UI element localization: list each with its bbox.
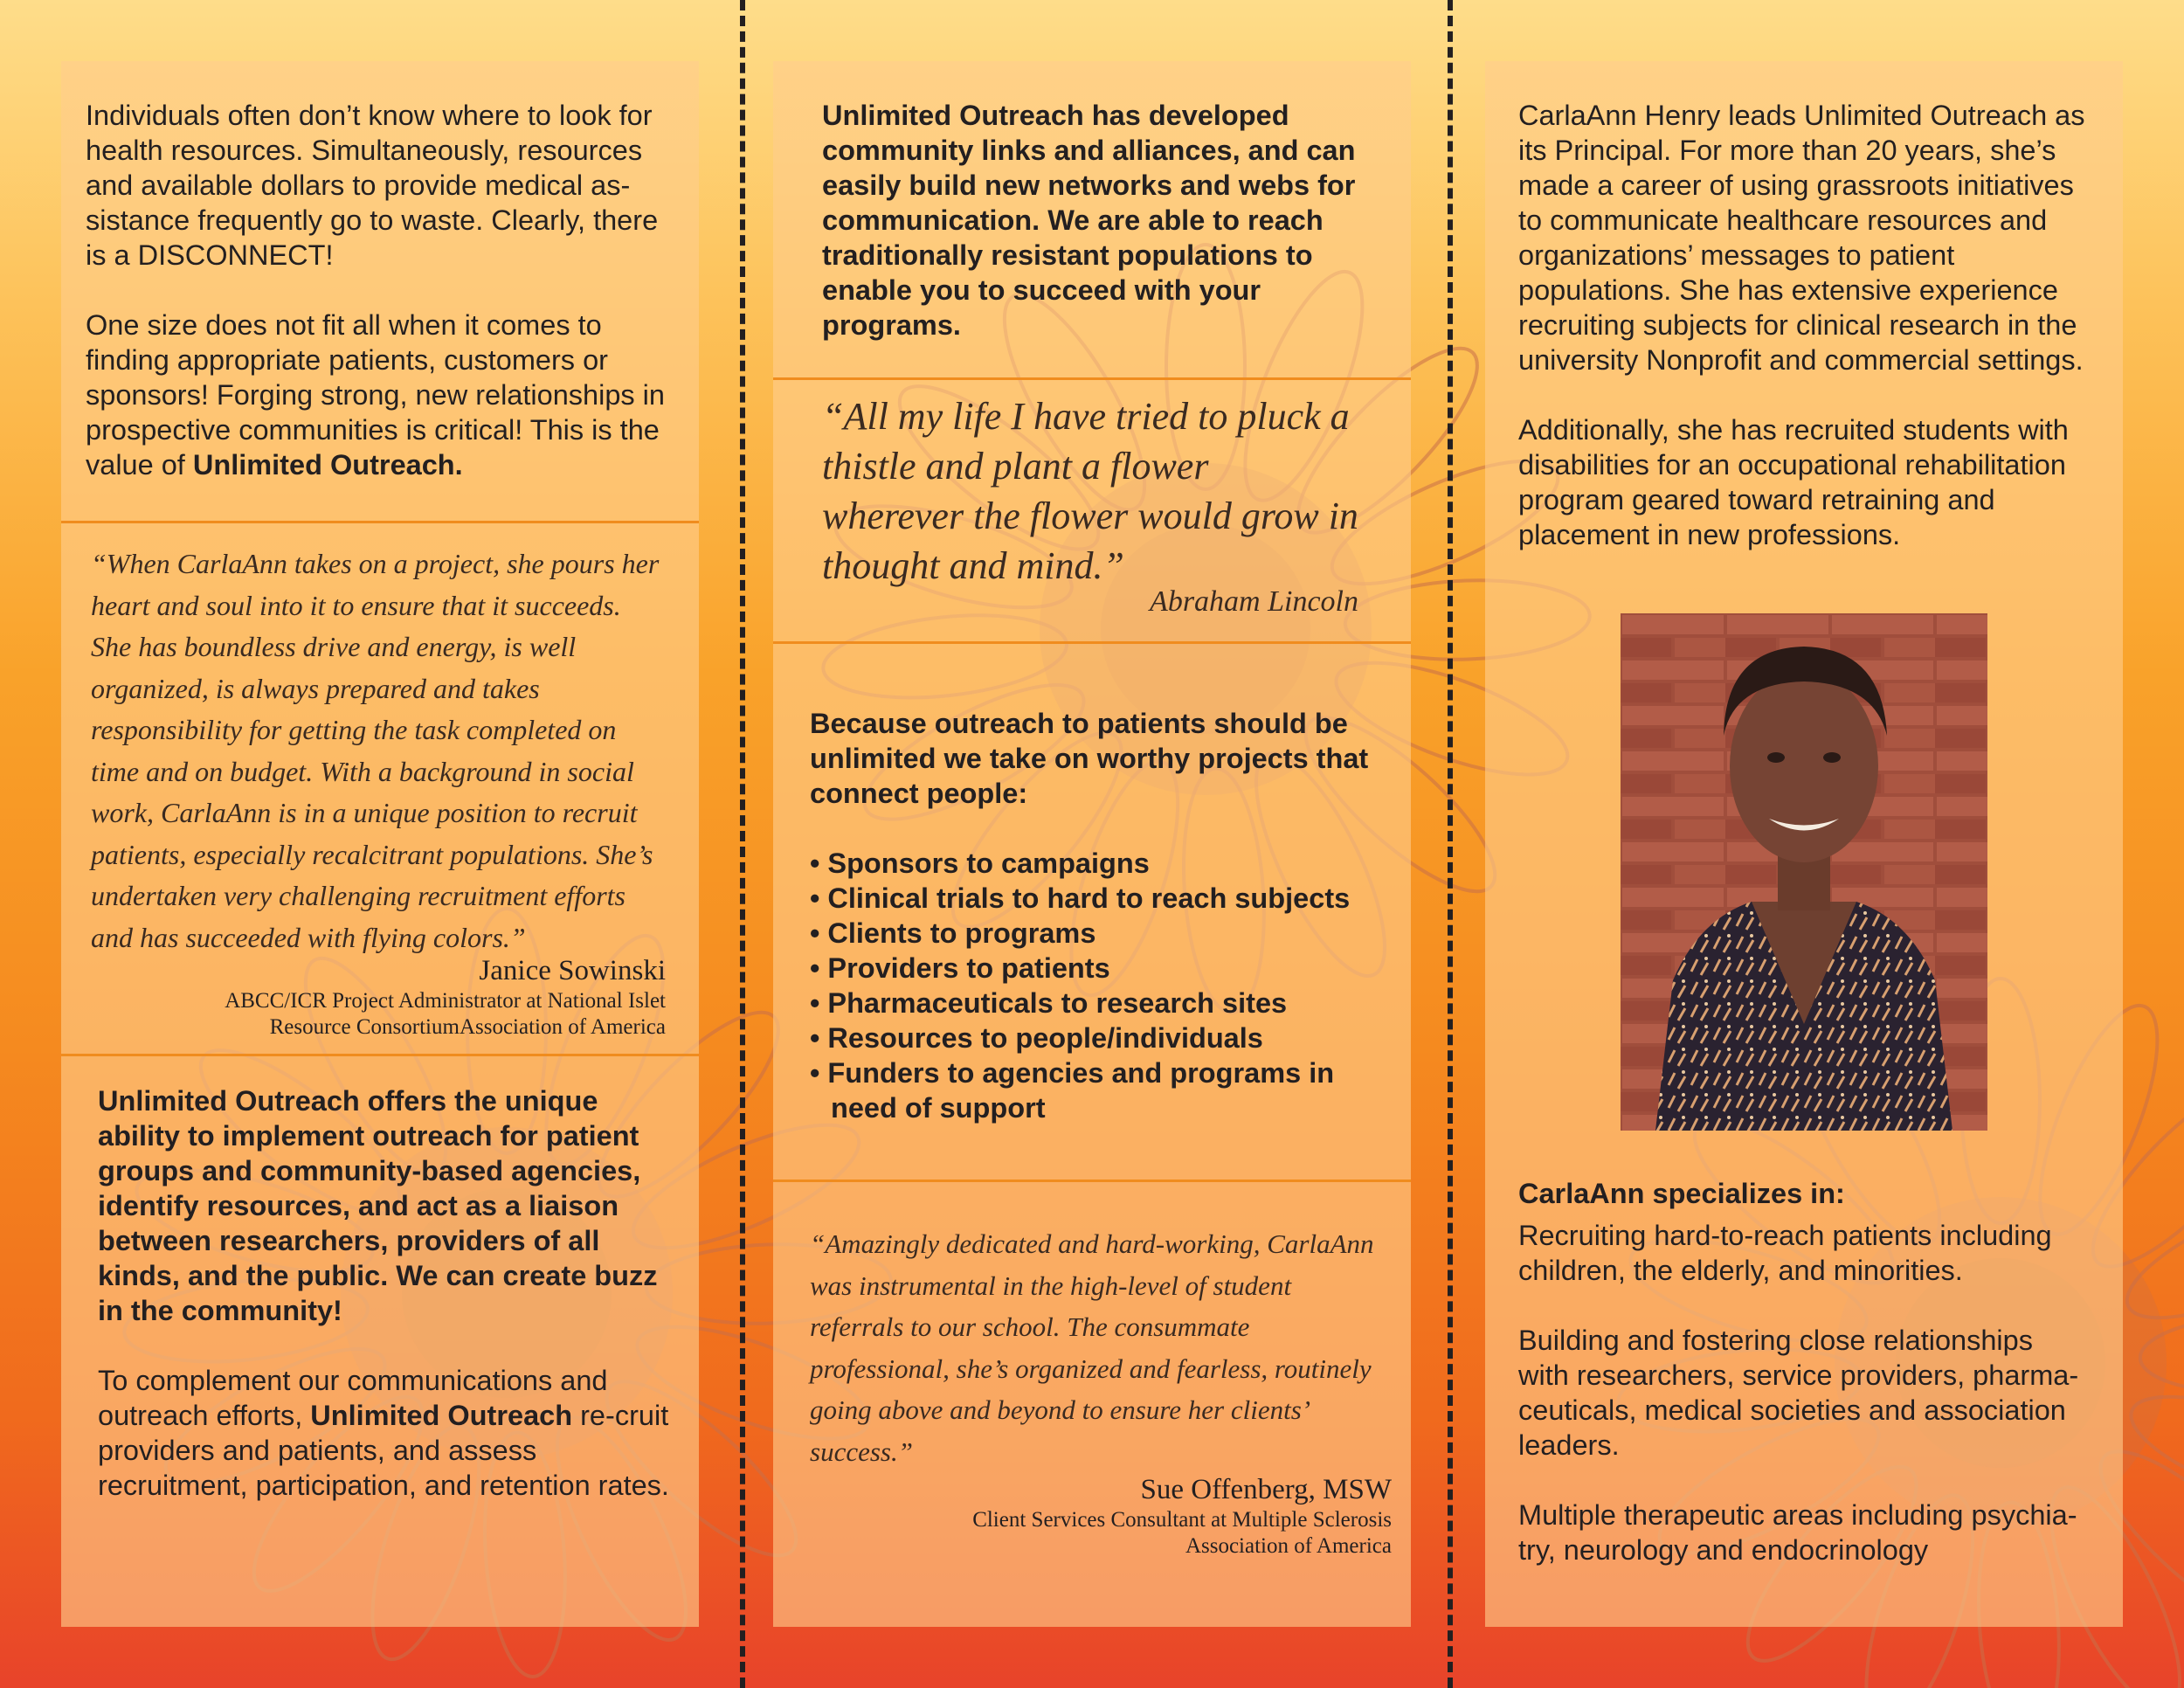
panel-right [1485, 61, 2123, 1627]
bio-paragraph-1: CarlaAnn Henry leads Unlimited Outreach as its Principal. For more than 20 years, she’s made a career of using grassroots initiatives to communicate healthcare resources and organizations’ messages to patient populations. She has extensive experience recruiting subjects for clinical research in the university Nonprofit and commercial settings. [1518, 100, 2085, 376]
lincoln-name: Abraham Lincoln [1150, 585, 1358, 618]
portrait-photo [1621, 613, 1987, 1131]
testimonial-title-line-2: Association of America [1185, 1534, 1392, 1558]
list-item: • Pharmaceuticals to research sites [810, 987, 1288, 1019]
networks-paragraph: Unlimited Outreach has developed community links and alliances, and can easily build new networks and webs for communication. We are able to reach traditionally resistant populations to enable you to succeed with your programs. [822, 100, 1356, 341]
testimonial-title-line-2: Resource ConsortiumAssociation of America [269, 1015, 666, 1039]
intro-paragraph-2-text: One size does not fit all when it comes to finding appropriate patients, customers or sponsors! Forging strong, new relationships in prospective communities is critical! This is the value of [86, 309, 665, 481]
lincoln-quote-section [773, 391, 1411, 619]
specialty-item: Multiple therapeutic areas including psychia-try, neurology and endocrinology [1518, 1499, 2077, 1566]
list-item: • Clients to programs [810, 917, 1096, 949]
section-divider [61, 521, 699, 523]
networks-section [773, 98, 1411, 342]
bio-paragraph-2: Additionally, she has recruited students with disabilities for an occupational rehabilitation program geared toward retraining and placement in new professions. [1518, 414, 2069, 550]
panel-middle [773, 61, 1411, 1627]
testimonial-name: Janice Sowinski [479, 955, 666, 986]
connect-list [810, 846, 1385, 1125]
complement-text-bold: Unlimited Outreach [310, 1400, 573, 1431]
testimonial-sue [773, 1223, 1411, 1560]
testimonial-attribution [91, 953, 666, 1041]
section-divider [773, 641, 1411, 644]
specializes-heading: CarlaAnn specializes in: [1518, 1178, 1845, 1209]
specialty-item: Recruiting hard-to-reach patients including children, the elderly, and minorities. [1518, 1220, 2052, 1286]
connect-intro: Because outreach to patients should be unlimited we take on worthy projects that connect people: [810, 708, 1369, 809]
intro-paragraph-2 [86, 308, 673, 482]
testimonial-quote: “Amazingly dedicated and hard-working, CarlaAnn was instrumental in the high-level of student referrals to our school. The consummate professional, she’s organized and fearless, routinely going above and beyond to ensure her clients’ success.” [810, 1228, 1374, 1467]
section-divider [773, 1180, 1411, 1182]
testimonial-quote: “When CarlaAnn takes on a project, she pours her heart and soul into it to ensure that it succeeds. She has boundless drive and energy, is well organized, is always prepared and takes responsibility for getting the task completed on time and on budget. With a background in social work, CarlaAnn is in a unique position to recruit patients, especially recalcitrant populations. She’s undertaken very challenging recruitment efforts and has succeeded with flying colors.” [91, 548, 660, 953]
intro-paragraph-1: Individuals often don’t know where to look for health resources. Simultaneously, resources and available dollars to provide medical as-sistance frequently go to waste. Clearly, there is a DISCONNECT! [86, 100, 659, 271]
intro-section [61, 98, 699, 482]
section-divider [61, 1054, 699, 1056]
testimonial-title-line-1: ABCC/ICR Project Administrator at National Islet [225, 989, 666, 1013]
list-item: • Clinical trials to hard to reach subjects [810, 882, 1351, 914]
testimonial-janice [61, 543, 699, 1041]
connect-section [773, 706, 1411, 1125]
intro-paragraph-2-bold: Unlimited Outreach. [192, 449, 463, 481]
testimonial-name: Sue Offenberg, MSW [1140, 1474, 1392, 1505]
testimonial-attribution [810, 1472, 1392, 1560]
fold-line-left [740, 0, 745, 1688]
complement-paragraph [98, 1363, 669, 1503]
portrait-icon [1621, 613, 1987, 1131]
testimonial-title-line-1: Client Services Consultant at Multiple Sclerosis [972, 1508, 1392, 1532]
offer-paragraph: Unlimited Outreach offers the unique ability to implement outreach for patient groups and community-based agencies, identify resources, and act as a liaison between researchers, providers of all kinds, and the public. We can create buzz in the community! [98, 1085, 658, 1326]
panel-left [61, 61, 699, 1627]
section-divider [773, 377, 1411, 380]
list-item: • Providers to patients [810, 952, 1110, 984]
complement-text-pre: To complement our communications and outreach efforts, [98, 1365, 608, 1431]
bio-section [1485, 98, 2123, 552]
specialty-item: Building and fostering close relationships with researchers, service providers, pharma-ceuticals, medical societies and association leaders. [1518, 1325, 2079, 1461]
specialties-section [1485, 1176, 2123, 1567]
list-item: • Funders to agencies and programs in need of support [810, 1057, 1335, 1124]
list-item: • Resources to people/individuals [810, 1022, 1263, 1054]
offer-section [61, 1083, 699, 1503]
lincoln-quote: “All my life I have tried to pluck a thistle and plant a flower wherever the flower would grow in thought and mind.” [822, 395, 1358, 587]
list-item: • Sponsors to campaigns [810, 847, 1150, 879]
fold-line-right [1448, 0, 1453, 1688]
complement-text-post: re-cruit providers and patients, and assess recruitment, participation, and retention rates. [98, 1400, 669, 1501]
